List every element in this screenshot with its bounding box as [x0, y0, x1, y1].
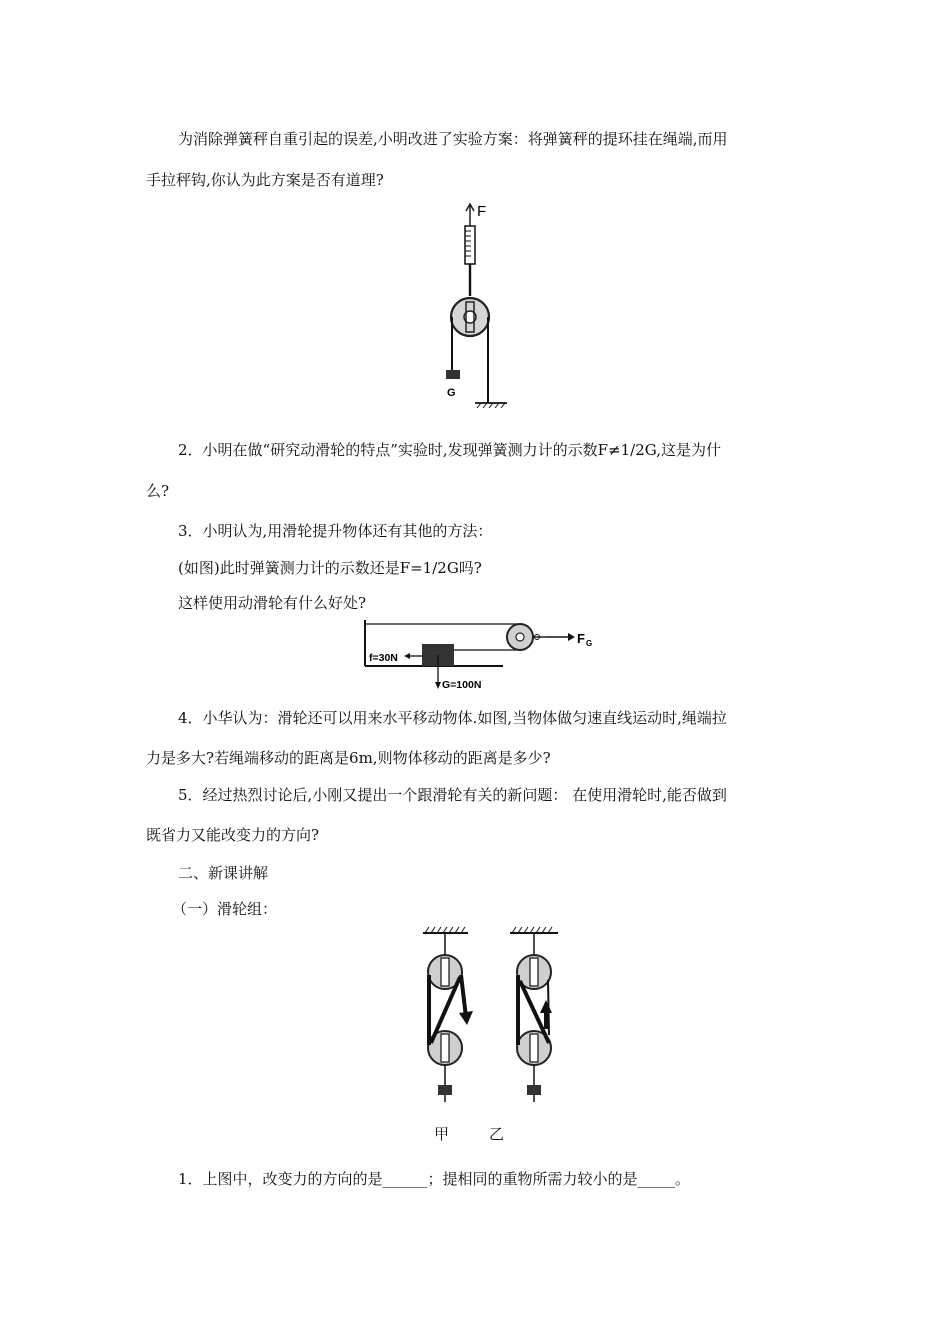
question-2-line: 么? — [146, 482, 170, 500]
gravity-label: G=100N — [442, 679, 482, 691]
pulley-system-left — [423, 927, 473, 1102]
pulley-system-right — [510, 927, 558, 1102]
question-final-line: 1．上图中，改变力的方向的是______；提相同的重物所需力较小的是_____。 — [178, 1170, 691, 1188]
force-label: F — [577, 631, 585, 646]
question-3-line: 3．小明认为,用滑轮提升物体还有其他的方法： — [178, 522, 493, 540]
question-3-line: (如图)此时弹簧测力计的示数还是F=1/2G吗? — [178, 559, 482, 577]
horizontal-pulley-figure — [358, 618, 598, 693]
question-4-line: 4．小华认为：滑轮还可以用来水平移动物体.如图,当物体做匀速直线运动时,绳端拉 — [178, 709, 727, 727]
section-heading: 二、新课讲解 — [178, 864, 269, 882]
question-5-line: 既省力又能改变力的方向? — [146, 826, 320, 844]
question-4-line: 力是多大?若绳端移动的距离是6m,则物体移动的距离是多少? — [146, 749, 551, 767]
pulley-system-figure — [418, 925, 578, 1115]
force-subscript: G — [586, 639, 593, 648]
subsection-heading: （一）滑轮组： — [172, 900, 278, 918]
question-3-line: 这样使用动滑轮有什么好处? — [178, 594, 367, 612]
question-2-line: 2．小明在做“研究动滑轮的特点”实验时,发现弹簧测力计的示数F≠1/2G,这是为什 — [178, 441, 721, 459]
question-5-line: 5．经过热烈讨论后,小刚又提出一个跟滑轮有关的新问题： 在使用滑轮时,能否做到 — [178, 786, 727, 804]
figure-label-right: 乙 — [489, 1125, 505, 1143]
friction-label: f=30N — [369, 652, 398, 664]
figure-label-left: 甲 — [434, 1125, 450, 1143]
paragraph-line: 为消除弹簧秤自重引起的误差,小明改进了实验方案：将弹簧秤的提环挂在绳端,而用 — [178, 130, 728, 148]
spring-scale-pulley-figure — [435, 198, 515, 408]
paragraph-line: 手拉秤钩,你认为此方案是否有道理? — [146, 171, 384, 189]
weight-label: G — [447, 387, 456, 399]
force-label: F — [477, 203, 487, 220]
